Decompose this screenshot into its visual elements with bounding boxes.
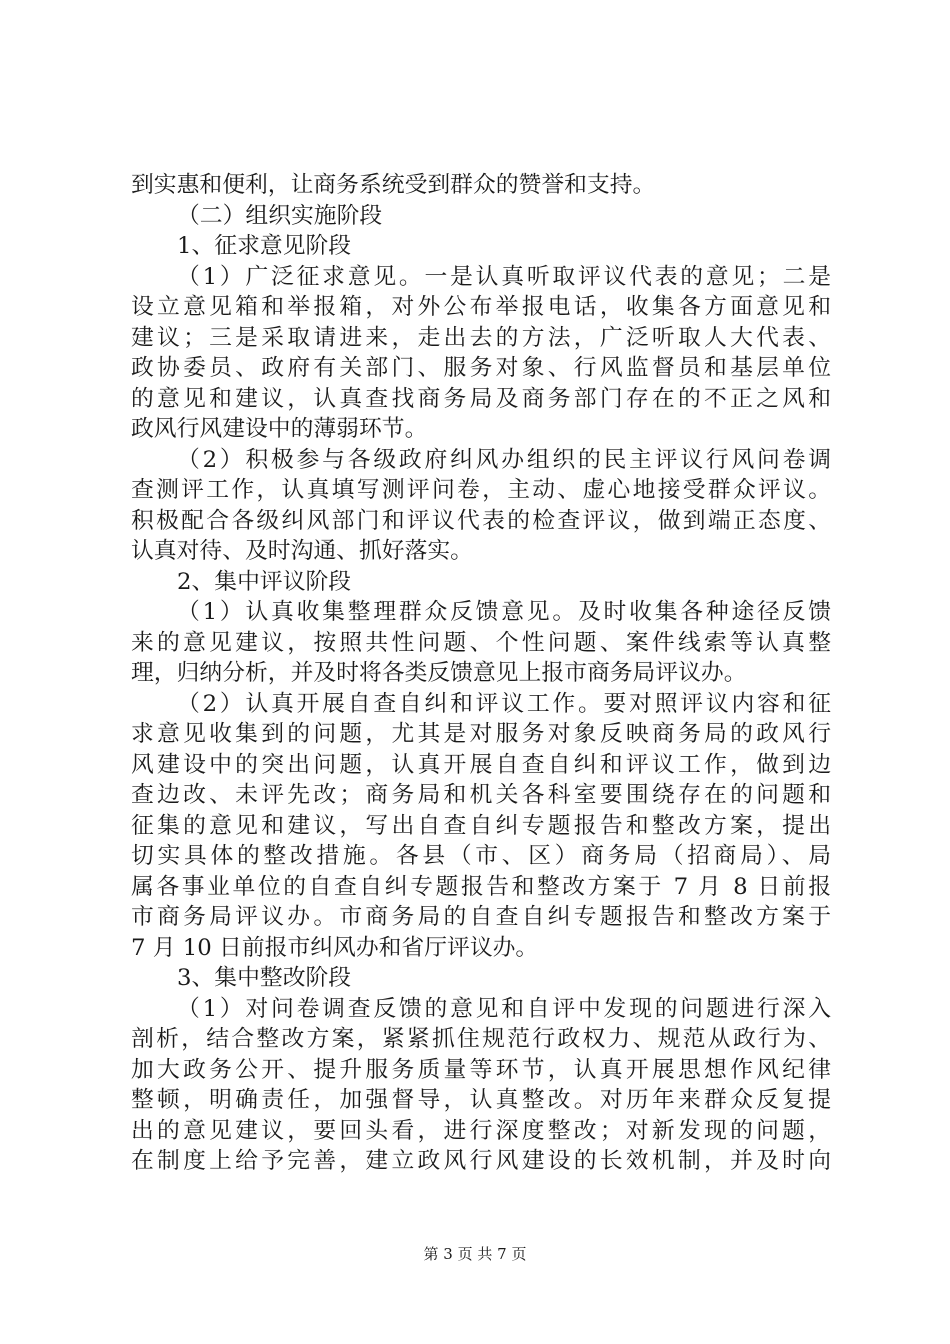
text-line: 在制度上给予完善，建立政风行风建设的长效机制，并及时向: [131, 1148, 831, 1174]
text-line: 切实具体的整改措施。各县（市、区）商务局（招商局）、局: [131, 843, 831, 869]
text-line: 政协委员、政府有关部门、服务对象、行风监督员和基层单位: [131, 355, 831, 381]
text-line: 7 月 10 日前报市纠风办和省厅评议办。: [131, 934, 539, 961]
text-line: 风建设中的突出问题，认真开展自查自纠和评议工作，做到边: [131, 751, 831, 778]
text-line: 建议；三是采取请进来，走出去的方法，广泛听取人大代表、: [131, 324, 831, 351]
text-line: （2）积极参与各级政府纠风办组织的民主评议行风问卷调: [177, 446, 831, 473]
text-line: 市商务局评议办。市商务局的自查自纠专题报告和整改方案于: [131, 904, 831, 930]
text-line: 1、征求意见阶段: [177, 233, 352, 259]
document-body: [131, 170, 831, 1177]
text-line: 2、集中评议阶段: [177, 568, 352, 595]
text-line: 3、集中整改阶段: [177, 965, 352, 991]
text-line: 的意见和建议，认真查找商务局及商务部门存在的不正之风和: [131, 385, 831, 412]
text-line: 剖析，结合整改方案，紧紧抓住规范行政权力、规范从政行为、: [131, 1026, 831, 1052]
text-line: （1）对问卷调查反馈的意见和自评中发现的问题进行深入: [177, 995, 831, 1022]
text-line: 整顿，明确责任，加强督导，认真整改。对历年来群众反复提: [131, 1087, 831, 1113]
text-line: 到实惠和便利，让商务系统受到群众的赞誉和支持。: [131, 172, 656, 198]
text-line: 认真对待、及时沟通、抓好落实。: [131, 538, 473, 564]
text-line: 出的意见建议，要回头看，进行深度整改；对新发现的问题，: [131, 1117, 831, 1144]
text-line: 政风行风建设中的薄弱环节。: [131, 416, 428, 442]
text-line: 加大政务公开、提升服务质量等环节，认真开展思想作风纪律: [131, 1056, 831, 1083]
text-line: 积极配合各级纠风部门和评议代表的检查评议，做到端正态度、: [131, 507, 831, 534]
text-line: 来的意见建议，按照共性问题、个性问题、案件线索等认真整: [131, 629, 831, 656]
text-line: （1）广泛征求意见。一是认真听取评议代表的意见；二是: [177, 263, 831, 290]
text-line: 查测评工作，认真填写测评问卷，主动、虚心地接受群众评议。: [131, 477, 831, 503]
text-line: 征集的意见和建议，写出自查自纠专题报告和整改方案，提出: [131, 812, 831, 839]
text-line: 设立意见箱和举报箱，对外公布举报电话，收集各方面意见和: [131, 294, 831, 320]
text-line: （2）认真开展自查自纠和评议工作。要对照评议内容和征: [177, 690, 831, 717]
page-footer: 第 3 页 共 7 页: [423, 1245, 527, 1263]
text-line: 理，归纳分析，并及时将各类反馈意见上报市商务局评议办。: [131, 660, 747, 686]
text-line: （二）组织实施阶段: [177, 202, 383, 229]
text-line: （1）认真收集整理群众反馈意见。及时收集各种途径反馈: [177, 599, 831, 625]
text-line: 属各事业单位的自查自纠专题报告和整改方案于 7 月 8 日前报: [131, 873, 831, 900]
text-line: 求意见收集到的问题，尤其是对服务对象反映商务局的政风行: [131, 721, 831, 747]
text-line: 查边改、未评先改；商务局和机关各科室要围绕存在的问题和: [131, 782, 831, 808]
